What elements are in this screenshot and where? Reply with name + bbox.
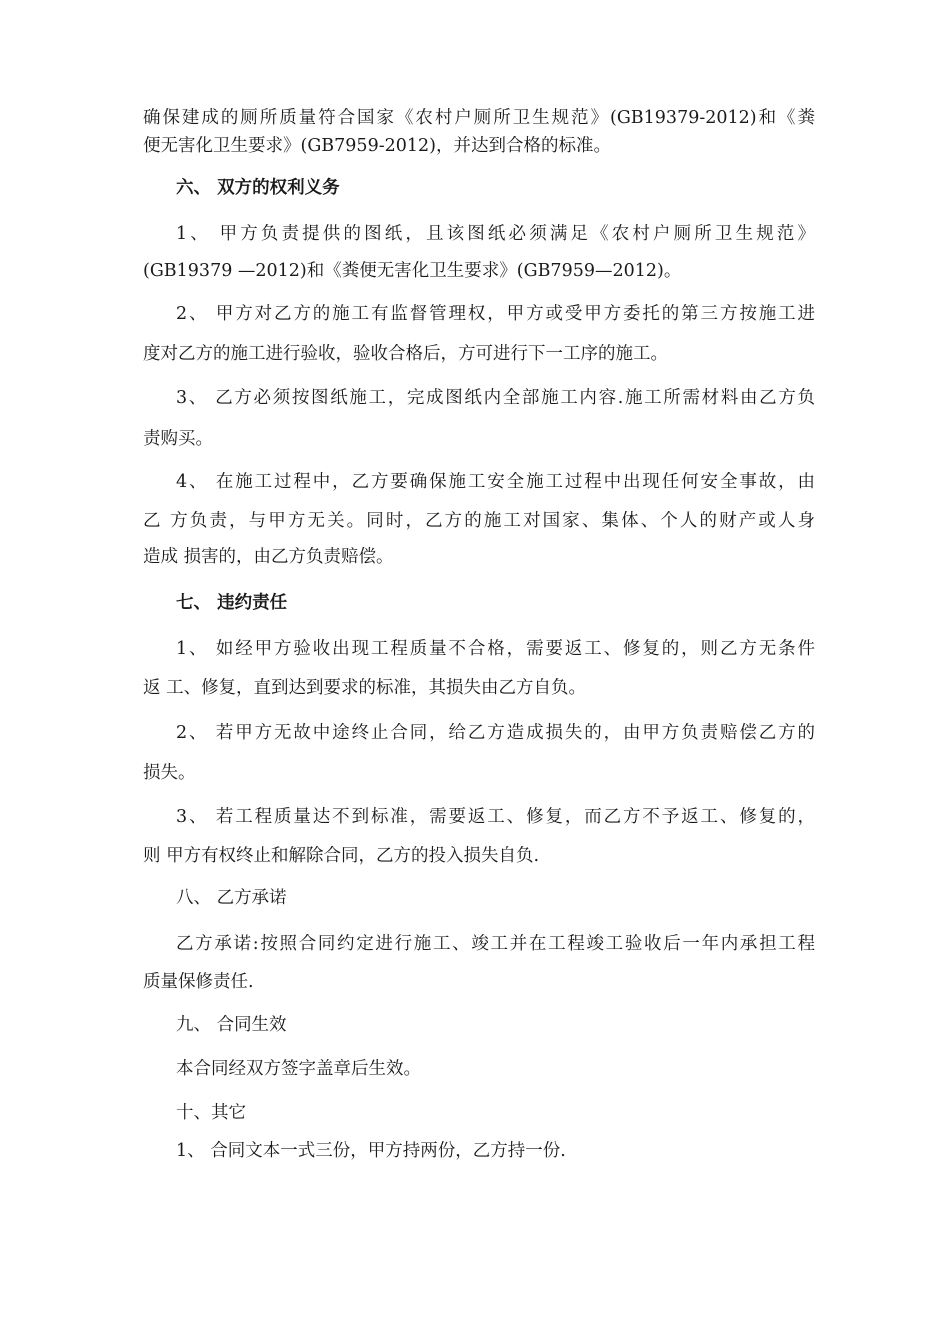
section-9-heading: 九、 合同生效 bbox=[176, 1015, 287, 1035]
section-7-heading: 七、 违约责任 bbox=[176, 593, 288, 613]
section-8-heading: 八、 乙方承诺 bbox=[176, 888, 287, 908]
section-7-item-3-line-2: 则 甲方有权终止和解除合同，乙方的投入损失自负. bbox=[143, 846, 540, 866]
section-7-item-1-line-1: 1、 如经甲方验收出现工程质量不合格，需要返工、修复的，则乙方无条件 bbox=[176, 639, 815, 659]
section-10-item-1: 1、 合同文本一式三份，甲方持两份，乙方持一份. bbox=[176, 1141, 566, 1161]
section-6-item-1-line-2: (GB19379 —2012)和《粪便无害化卫生要求》(GB7959—2012)。 bbox=[143, 261, 682, 281]
section-7-item-1-line-2: 返 工、修复，直到达到要求的标准，其损失由乙方自负。 bbox=[143, 678, 587, 698]
intro-line-2: 便无害化卫生要求》(GB7959-2012)，并达到合格的标准。 bbox=[143, 136, 611, 156]
section-7-item-3-line-1: 3、 若工程质量达不到标准，需要返工、修复，而乙方不予返工、修复的， bbox=[176, 807, 815, 827]
section-7-item-2-line-1: 2、 若甲方无故中途终止合同，给乙方造成损失的，由甲方负责赔偿乙方的 bbox=[176, 723, 815, 743]
section-6-item-1-line-1: 1、 甲方负责提供的图纸，且该图纸必须满足《农村户厕所卫生规范》 bbox=[176, 224, 815, 244]
section-6-item-4-line-2: 乙 方负责，与甲方无关。同时，乙方的施工对国家、集体、个人的财产或人身 bbox=[143, 511, 815, 531]
section-10-heading: 十、其它 bbox=[176, 1103, 246, 1123]
section-6-heading: 六、 双方的权利义务 bbox=[176, 178, 340, 198]
section-6-item-4-line-3: 造成 损害的，由乙方负责赔偿。 bbox=[143, 547, 394, 567]
section-6-item-4-line-1: 4、 在施工过程中，乙方要确保施工安全施工过程中出现任何安全事故，由 bbox=[176, 472, 815, 492]
section-9-body: 本合同经双方签字盖章后生效。 bbox=[176, 1059, 421, 1079]
section-6-item-2-line-2: 度对乙方的施工进行验收，验收合格后，方可进行下一工序的施工。 bbox=[143, 344, 668, 364]
section-6-item-3-line-2: 责购买。 bbox=[143, 429, 213, 449]
intro-line-1: 确保建成的厕所质量符合国家《农村户厕所卫生规范》(GB19379-2012)和《粪 bbox=[143, 108, 815, 128]
section-6-item-3-line-1: 3、 乙方必须按图纸施工，完成图纸内全部施工内容.施工所需材料由乙方负 bbox=[176, 388, 815, 408]
section-8-body-line-1: 乙方承诺:按照合同约定进行施工、竣工并在工程竣工验收后一年内承担工程 bbox=[176, 934, 815, 954]
section-8-body-line-2: 质量保修责任. bbox=[143, 972, 254, 992]
section-7-item-2-line-2: 损失。 bbox=[143, 763, 196, 783]
section-6-item-2-line-1: 2、 甲方对乙方的施工有监督管理权，甲方或受甲方委托的第三方按施工进 bbox=[176, 304, 815, 324]
